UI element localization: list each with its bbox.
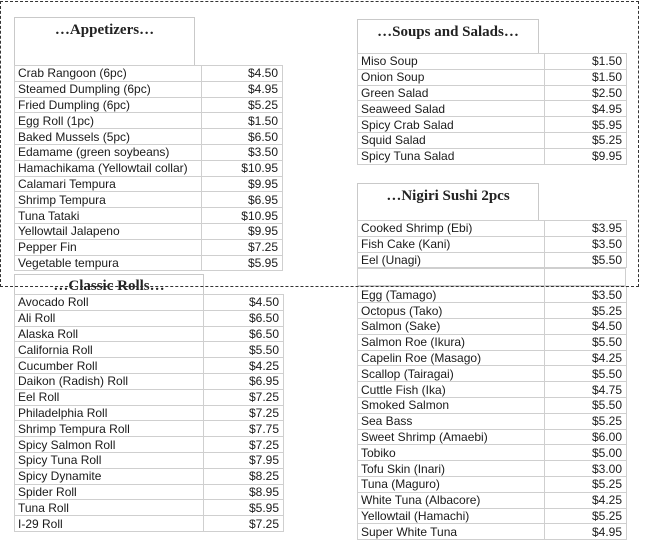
menu-item-row bbox=[15, 358, 284, 374]
menu-item-name: Calamari Tempura bbox=[15, 176, 202, 192]
menu-item-name: Cuttle Fish (Ika) bbox=[358, 382, 545, 398]
soups-salads-title: …Soups and Salads… bbox=[357, 19, 539, 53]
menu-item-row bbox=[358, 524, 627, 540]
menu-item-price: $10.95 bbox=[202, 208, 283, 224]
menu-item-row bbox=[358, 318, 627, 334]
menu-item-name: Egg (Tamago) bbox=[358, 287, 545, 303]
menu-item-row bbox=[15, 389, 284, 405]
menu-item-name: Super White Tuna bbox=[358, 524, 545, 540]
menu-item-row bbox=[15, 437, 284, 453]
menu-item-name: Yellowtail (Hamachi) bbox=[358, 508, 545, 524]
menu-item-price: $5.25 bbox=[545, 413, 627, 429]
menu-item-name: Spicy Crab Salad bbox=[358, 117, 545, 133]
menu-item-price: $5.25 bbox=[545, 303, 627, 319]
menu-item-row bbox=[15, 223, 283, 239]
menu-item-price: $5.25 bbox=[545, 508, 627, 524]
menu-item-price: $5.50 bbox=[545, 252, 627, 268]
menu-item-name: Spicy Dynamite bbox=[15, 468, 204, 484]
menu-item-row bbox=[15, 342, 284, 358]
classic-rolls-title: …Classic Rolls… bbox=[14, 274, 204, 294]
menu-item-price: $10.95 bbox=[202, 160, 283, 176]
menu-item-price: $7.75 bbox=[204, 421, 284, 437]
menu-item-price: $1.50 bbox=[545, 69, 627, 85]
menu-item-price: $4.50 bbox=[202, 66, 283, 82]
menu-item-name: Miso Soup bbox=[358, 54, 545, 70]
menu-item-row bbox=[15, 192, 283, 208]
menu-item-name: Philadelphia Roll bbox=[15, 405, 204, 421]
nigiri-spacer bbox=[357, 268, 626, 286]
menu-item-price: $5.25 bbox=[545, 476, 627, 492]
menu-item-name: Egg Roll (1pc) bbox=[15, 113, 202, 129]
menu-item-row bbox=[15, 500, 284, 516]
menu-item-price: $1.50 bbox=[202, 113, 283, 129]
menu-item-row bbox=[358, 287, 627, 303]
menu-item-name: Smoked Salmon bbox=[358, 397, 545, 413]
nigiri-table-bottom bbox=[357, 286, 627, 540]
menu-item-name: Octopus (Tako) bbox=[358, 303, 545, 319]
menu-item-price: $5.25 bbox=[202, 97, 283, 113]
appetizers-section bbox=[14, 17, 283, 271]
menu-item-row bbox=[358, 236, 627, 252]
menu-item-price: $3.50 bbox=[545, 287, 627, 303]
menu-item-price: $5.00 bbox=[545, 445, 627, 461]
menu-item-price: $6.50 bbox=[202, 129, 283, 145]
menu-item-name: Cooked Shrimp (Ebi) bbox=[358, 221, 545, 237]
menu-item-price: $5.50 bbox=[545, 366, 627, 382]
menu-item-price: $5.25 bbox=[545, 132, 627, 148]
menu-item-name: Tuna Roll bbox=[15, 500, 204, 516]
menu-item-price: $3.00 bbox=[545, 461, 627, 477]
menu-item-row bbox=[358, 221, 627, 237]
menu-item-row bbox=[358, 382, 627, 398]
menu-item-name: Hamachikama (Yellowtail collar) bbox=[15, 160, 202, 176]
menu-item-name: Eel (Unagi) bbox=[358, 252, 545, 268]
menu-item-price: $5.50 bbox=[545, 334, 627, 350]
menu-item-name: Fried Dumpling (6pc) bbox=[15, 97, 202, 113]
menu-item-price: $6.00 bbox=[545, 429, 627, 445]
menu-item-row bbox=[15, 160, 283, 176]
menu-item-price: $4.25 bbox=[204, 358, 284, 374]
menu-item-name: White Tuna (Albacore) bbox=[358, 492, 545, 508]
menu-item-name: Baked Mussels (5pc) bbox=[15, 129, 202, 145]
menu-item-row bbox=[358, 445, 627, 461]
nigiri-section bbox=[357, 183, 627, 540]
menu-item-row bbox=[15, 144, 283, 160]
menu-item-price: $9.95 bbox=[202, 223, 283, 239]
menu-item-row bbox=[15, 405, 284, 421]
menu-item-row bbox=[15, 239, 283, 255]
menu-item-row bbox=[15, 129, 283, 145]
menu-item-name: Alaska Roll bbox=[15, 326, 204, 342]
menu-item-price: $4.95 bbox=[545, 101, 627, 117]
menu-item-name: Salmon (Sake) bbox=[358, 318, 545, 334]
menu-item-row bbox=[15, 255, 283, 271]
menu-item-price: $2.50 bbox=[545, 85, 627, 101]
menu-item-row bbox=[358, 397, 627, 413]
menu-item-name: I-29 Roll bbox=[15, 516, 204, 532]
menu-item-row bbox=[358, 334, 627, 350]
menu-item-name: Shrimp Tempura Roll bbox=[15, 421, 204, 437]
menu-item-name: Shrimp Tempura bbox=[15, 192, 202, 208]
menu-item-row bbox=[15, 421, 284, 437]
menu-item-name: Spider Roll bbox=[15, 484, 204, 500]
menu-item-price: $9.95 bbox=[545, 148, 627, 164]
menu-item-name: Yellowtail Jalapeno bbox=[15, 223, 202, 239]
menu-item-name: Squid Salad bbox=[358, 132, 545, 148]
menu-item-row bbox=[358, 148, 627, 164]
menu-item-name: Edamame (green soybeans) bbox=[15, 144, 202, 160]
menu-item-name: Steamed Dumpling (6pc) bbox=[15, 81, 202, 97]
menu-item-price: $1.50 bbox=[545, 54, 627, 70]
menu-item-row bbox=[15, 113, 283, 129]
menu-item-row bbox=[358, 132, 627, 148]
menu-item-row bbox=[15, 373, 284, 389]
menu-item-name: Sea Bass bbox=[358, 413, 545, 429]
appetizers-title: …Appetizers… bbox=[14, 17, 195, 65]
menu-item-row bbox=[15, 66, 283, 82]
menu-item-price: $6.50 bbox=[204, 310, 284, 326]
menu-item-row bbox=[358, 69, 627, 85]
menu-item-price: $6.95 bbox=[204, 373, 284, 389]
menu-item-name: Seaweed Salad bbox=[358, 101, 545, 117]
menu-item-name: Spicy Tuna Salad bbox=[358, 148, 545, 164]
menu-item-name: Fish Cake (Kani) bbox=[358, 236, 545, 252]
menu-item-name: Avocado Roll bbox=[15, 295, 204, 311]
menu-item-name: Daikon (Radish) Roll bbox=[15, 373, 204, 389]
menu-item-price: $6.95 bbox=[202, 192, 283, 208]
menu-item-price: $4.25 bbox=[545, 350, 627, 366]
menu-item-name: Tuna (Maguro) bbox=[358, 476, 545, 492]
menu-item-price: $6.50 bbox=[204, 326, 284, 342]
menu-item-row bbox=[15, 176, 283, 192]
menu-item-row bbox=[15, 326, 284, 342]
menu-item-price: $7.25 bbox=[204, 389, 284, 405]
menu-item-price: $3.50 bbox=[202, 144, 283, 160]
menu-item-name: Scallop (Tairagai) bbox=[358, 366, 545, 382]
menu-item-price: $5.95 bbox=[204, 500, 284, 516]
menu-item-name: Pepper Fin bbox=[15, 239, 202, 255]
menu-item-price: $7.25 bbox=[204, 437, 284, 453]
menu-item-price: $4.95 bbox=[545, 524, 627, 540]
menu-item-price: $7.25 bbox=[204, 405, 284, 421]
menu-item-price: $5.95 bbox=[202, 255, 283, 271]
menu-item-row bbox=[15, 484, 284, 500]
menu-item-name: Capelin Roe (Masago) bbox=[358, 350, 545, 366]
nigiri-title: …Nigiri Sushi 2pcs bbox=[357, 183, 539, 220]
menu-item-name: Onion Soup bbox=[358, 69, 545, 85]
menu-item-name: Eel Roll bbox=[15, 389, 204, 405]
menu-item-price: $5.95 bbox=[545, 117, 627, 133]
menu-item-row bbox=[358, 366, 627, 382]
menu-item-price: $4.75 bbox=[545, 382, 627, 398]
menu-item-price: $4.50 bbox=[204, 295, 284, 311]
menu-item-name: Tofu Skin (Inari) bbox=[358, 461, 545, 477]
menu-item-row bbox=[15, 452, 284, 468]
menu-item-row bbox=[358, 461, 627, 477]
menu-item-name: Spicy Tuna Roll bbox=[15, 452, 204, 468]
menu-item-row bbox=[15, 295, 284, 311]
menu-item-row bbox=[15, 81, 283, 97]
menu-item-price: $7.95 bbox=[204, 452, 284, 468]
menu-item-name: Spicy Salmon Roll bbox=[15, 437, 204, 453]
menu-item-row bbox=[15, 516, 284, 532]
menu-item-row bbox=[358, 429, 627, 445]
menu-item-name: Tuna Tataki bbox=[15, 208, 202, 224]
menu-item-row bbox=[15, 468, 284, 484]
menu-item-name: Vegetable tempura bbox=[15, 255, 202, 271]
menu-item-row bbox=[358, 492, 627, 508]
menu-item-row bbox=[358, 54, 627, 70]
menu-item-name: Crab Rangoon (6pc) bbox=[15, 66, 202, 82]
menu-item-price: $7.25 bbox=[202, 239, 283, 255]
menu-item-row bbox=[358, 350, 627, 366]
menu-item-name: California Roll bbox=[15, 342, 204, 358]
menu-item-row bbox=[358, 476, 627, 492]
menu-item-name: Ali Roll bbox=[15, 310, 204, 326]
menu-item-price: $8.25 bbox=[204, 468, 284, 484]
menu-item-row bbox=[358, 252, 627, 268]
menu-item-price: $4.95 bbox=[202, 81, 283, 97]
menu-item-row bbox=[15, 97, 283, 113]
menu-item-row bbox=[358, 117, 627, 133]
menu-item-price: $4.50 bbox=[545, 318, 627, 334]
soups-salads-section bbox=[357, 19, 627, 165]
menu-item-price: $5.50 bbox=[204, 342, 284, 358]
menu-item-price: $9.95 bbox=[202, 176, 283, 192]
menu-item-row bbox=[358, 303, 627, 319]
menu-item-row bbox=[15, 310, 284, 326]
menu-item-name: Tobiko bbox=[358, 445, 545, 461]
menu-item-row bbox=[358, 413, 627, 429]
menu-item-row bbox=[15, 208, 283, 224]
classic-rolls-section bbox=[14, 274, 284, 532]
menu-item-price: $5.50 bbox=[545, 397, 627, 413]
classic-rolls-table bbox=[14, 294, 284, 532]
menu-item-price: $3.95 bbox=[545, 221, 627, 237]
menu-item-row bbox=[358, 508, 627, 524]
menu-item-row bbox=[358, 101, 627, 117]
menu-item-name: Cucumber Roll bbox=[15, 358, 204, 374]
menu-item-price: $3.50 bbox=[545, 236, 627, 252]
menu-item-name: Salmon Roe (Ikura) bbox=[358, 334, 545, 350]
soups-salads-table bbox=[357, 53, 627, 165]
appetizers-table bbox=[14, 65, 283, 271]
menu-item-name: Green Salad bbox=[358, 85, 545, 101]
menu-item-price: $7.25 bbox=[204, 516, 284, 532]
menu-item-price: $8.95 bbox=[204, 484, 284, 500]
nigiri-table-top bbox=[357, 220, 627, 268]
menu-item-price: $4.25 bbox=[545, 492, 627, 508]
menu-item-row bbox=[358, 85, 627, 101]
menu-item-name: Sweet Shrimp (Amaebi) bbox=[358, 429, 545, 445]
